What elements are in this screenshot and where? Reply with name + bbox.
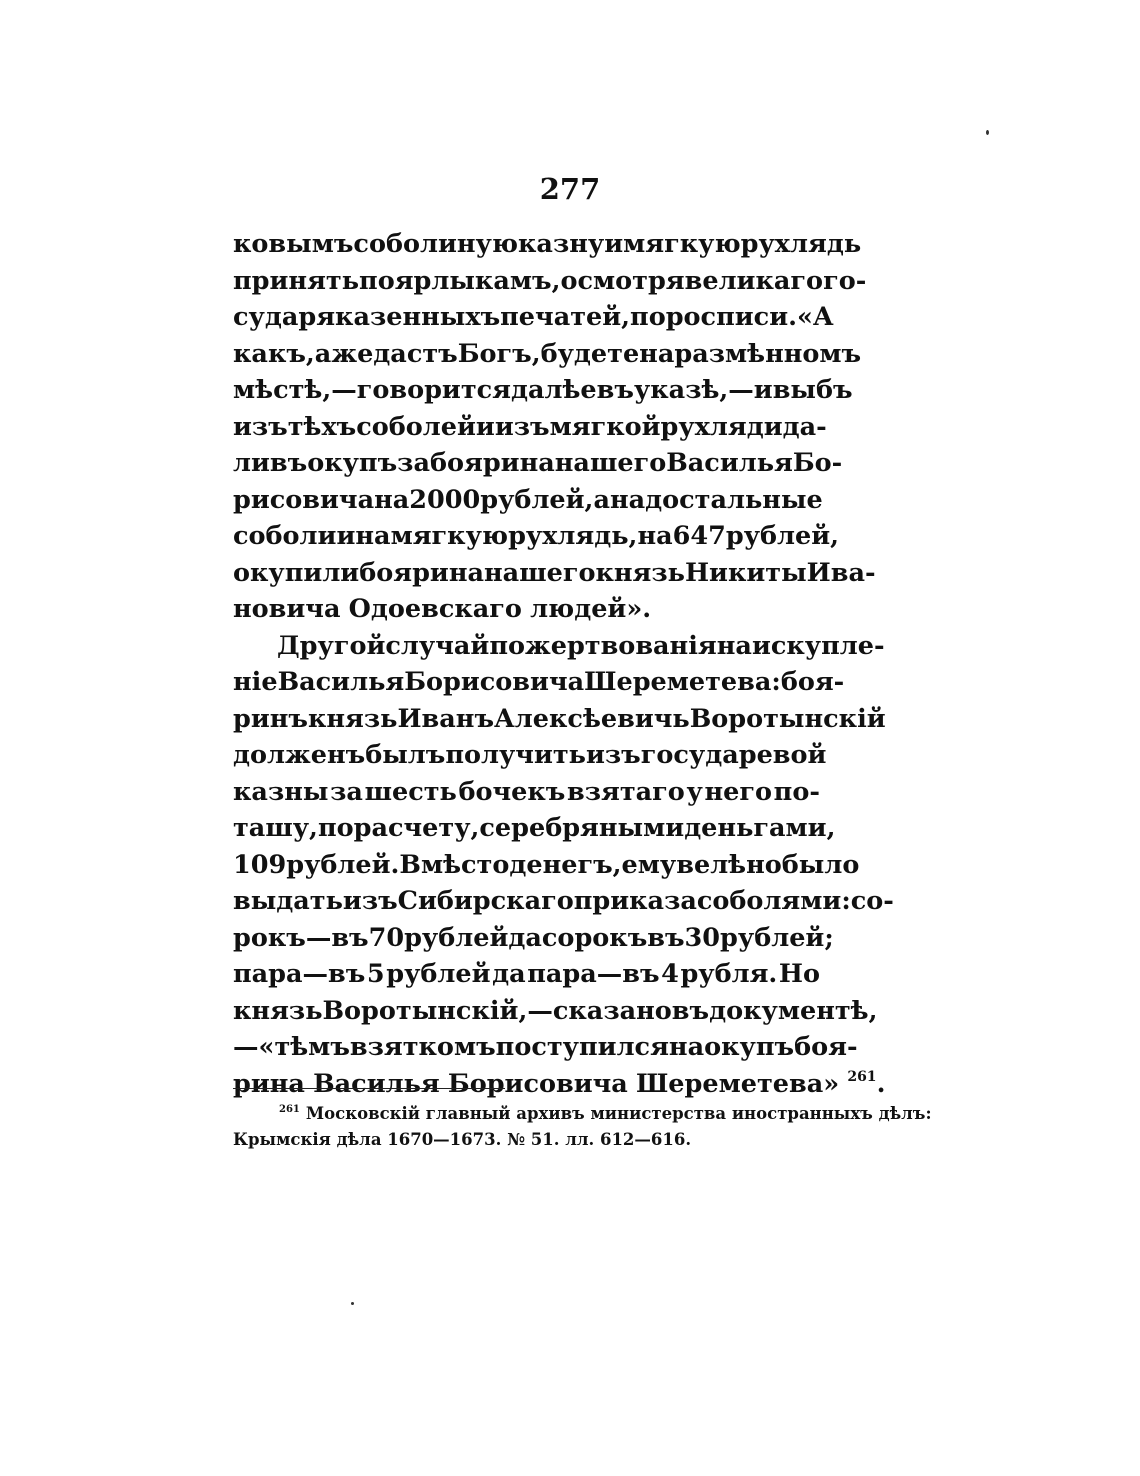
text-line: казны за шесть бочекъ взятаго у него по- (233, 776, 820, 807)
text-line: рокъ—въ 70 рублей да сорокъ въ 30 рублей; (233, 922, 834, 953)
text-line: ринъ князь Иванъ Алексѣевичь Воротынскій (233, 703, 886, 734)
page-number: 277 (539, 172, 601, 206)
text-line: долженъ былъ получить изъ государевой (233, 740, 827, 770)
scan-speck (351, 1302, 354, 1305)
footnote-line: $^{261}$ Московскій главный архивъ министерства иностранныхъ дѣлъ: (279, 1104, 932, 1123)
scan-speck (986, 130, 989, 135)
text-line: какъ, аже дастъ Богъ, будете на размѣнномъ (233, 338, 862, 369)
text-line: сударя казенныхъ печатей, по росписи. «А (233, 302, 834, 332)
text-line: —«тѣмъ взяткомъ поступился на окупъ боя- (233, 1032, 858, 1062)
text-line: ли въ окупъ за боярина нашего Василья Бо- (233, 448, 843, 478)
footnote-reference: 261 (847, 1068, 877, 1085)
text-line: новича Одоевскаго людей». (233, 594, 652, 624)
text-line: 109 рублей. Вмѣсто денегъ, ему велѣно было (233, 849, 860, 880)
footnote (233, 1101, 932, 1153)
text-line: ташу, по расчету, серебряными деньгами, (233, 813, 836, 843)
text-line: рина Василья Борисовича Шереметева» $^{261}$. (233, 1068, 886, 1099)
footnote-divider (233, 1088, 505, 1089)
text-line: изъ тѣхъ соболей и изъ мягкой рухляди да- (233, 411, 827, 442)
text-line: окупили боярина нашего князь Никиты Ива- (233, 557, 876, 588)
text-line: принять по ярлыкамъ, осмотря великаго го- (233, 265, 867, 296)
footnote-number: 261 (279, 1104, 300, 1115)
text-line: ніе Василья Борисовича Шереметева: боя- (233, 667, 845, 697)
text-line: выдать изъ Сибирскаго приказа соболями: со- (233, 886, 894, 916)
text-line: пара—въ 5 рублей да пара—въ 4 рубля. Но (233, 959, 820, 989)
text-line: рисовича на 2000 рублей, а на достальные (233, 484, 823, 515)
text-line: мѣстѣ,—говорится далѣе въ указѣ,—и вы бъ (233, 375, 853, 405)
body-text (233, 226, 894, 1102)
footnote-line: Крымскія дѣла 1670—1673. № 51. лл. 612—616. (233, 1130, 692, 1149)
text-line: соболи и на мягкую рухлядь, на 647 рублей, (233, 521, 840, 551)
text-line: ковымъ соболиную казну и мягкую рухлядь (233, 229, 862, 259)
paragraph-first-line: Другой случай пожертвованія на искупле- (277, 630, 885, 661)
text-line: князь Воротынскій,— сказано въ документѣ, (233, 995, 878, 1026)
